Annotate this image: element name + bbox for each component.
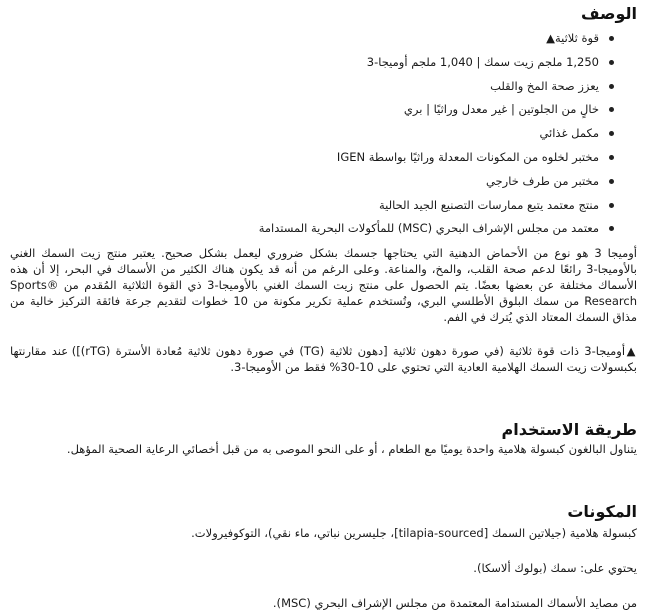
sourcing-line: من مصايد الأسماك المستدامة المعتمدة من مجلس الإشراف البحري (MSC). — [272, 596, 637, 611]
description-heading: الوصف — [580, 4, 637, 23]
description-footnote: ▲أوميجا-3 ذات قوة ثلاثية (في صورة دهون ثلاثية [دهون ثلاثية (TG) في صورة دهون ثلاثية مُعادة الأسترة (rTG)]) عند مقارنتها بكبسولات زيت السمك الهلامية العادية التي تحتوي على 10-30% فقط من الأوميجا-3. — [10, 344, 637, 375]
feature-item: منتج معتمد يتبع ممارسات التصنيع الجيد الحالية — [10, 198, 599, 213]
feature-list — [10, 31, 637, 236]
feature-item: يعزز صحة المخ والقلب — [10, 79, 599, 94]
feature-item: قوة ثلاثية▲ — [10, 31, 599, 46]
feature-item: خالٍ من الجلوتين | غير معدل وراثيًا | بري — [10, 102, 599, 117]
allergen-line: يحتوي على: سمك (بولوك ألاسكا). — [473, 561, 637, 576]
feature-item: مختبر من طرف خارجي — [10, 174, 599, 189]
feature-item: معتمد من مجلس الإشراف البحري (MSC) للمأكولات البحرية المستدامة — [10, 221, 599, 236]
ingredients-heading: المكونات — [567, 502, 637, 522]
feature-item: 1,250 ملجم زيت سمك | 1,040 ملجم أوميجا-3 — [10, 55, 599, 70]
directions-heading: طريقة الاستخدام — [501, 420, 637, 440]
feature-item: مختبر لخلوه من المكونات المعدلة وراثيًا بواسطة IGEN — [10, 150, 599, 165]
description-paragraph: أوميجا 3 هو نوع من الأحماض الدهنية التي يحتاجها جسمك بشكل ضروري ليعمل بشكل صحيح. يعتبر منتج زيت السمك الغني بالأوميجا-3 رائعًا لدعم صحة القلب، والمخ، والمناعة. وعلى الرغم من أنه قد يكون هناك الكثير من الأسماك في البحر، إلا أن هذه الأسماك مختلفة عن بعضها بعضًا. يتم الحصول على منتج زيت السمك الغني بالأوميجا-3 ذي القوة الثلاثية المُقدم من ®Sports Research من سمك البلوق الأطلسي البري، وتُستخدم عملية تكرير مكونة من 10 خطوات لتقديم جرعة فائقة التركيز خالية من مذاق السمك المعتاد الذي يُترك في الفم. — [10, 246, 638, 325]
directions-text: يتناول البالغون كبسولة هلامية واحدة يوميًا مع الطعام ، أو على النحو الموصى به من قبل أخصائي الرعاية الصحية المؤهل. — [66, 442, 637, 457]
feature-item: مكمل غذائي — [10, 126, 599, 141]
ingredients-line: كبسولة هلامية (جيلاتين السمك [tilapia-sourced]، جليسرين نباتي، ماء نقي)، التوكوفيرولات. — [191, 526, 637, 541]
directions-section — [10, 419, 637, 457]
description-section — [10, 0, 637, 375]
ingredients-section — [10, 501, 637, 611]
